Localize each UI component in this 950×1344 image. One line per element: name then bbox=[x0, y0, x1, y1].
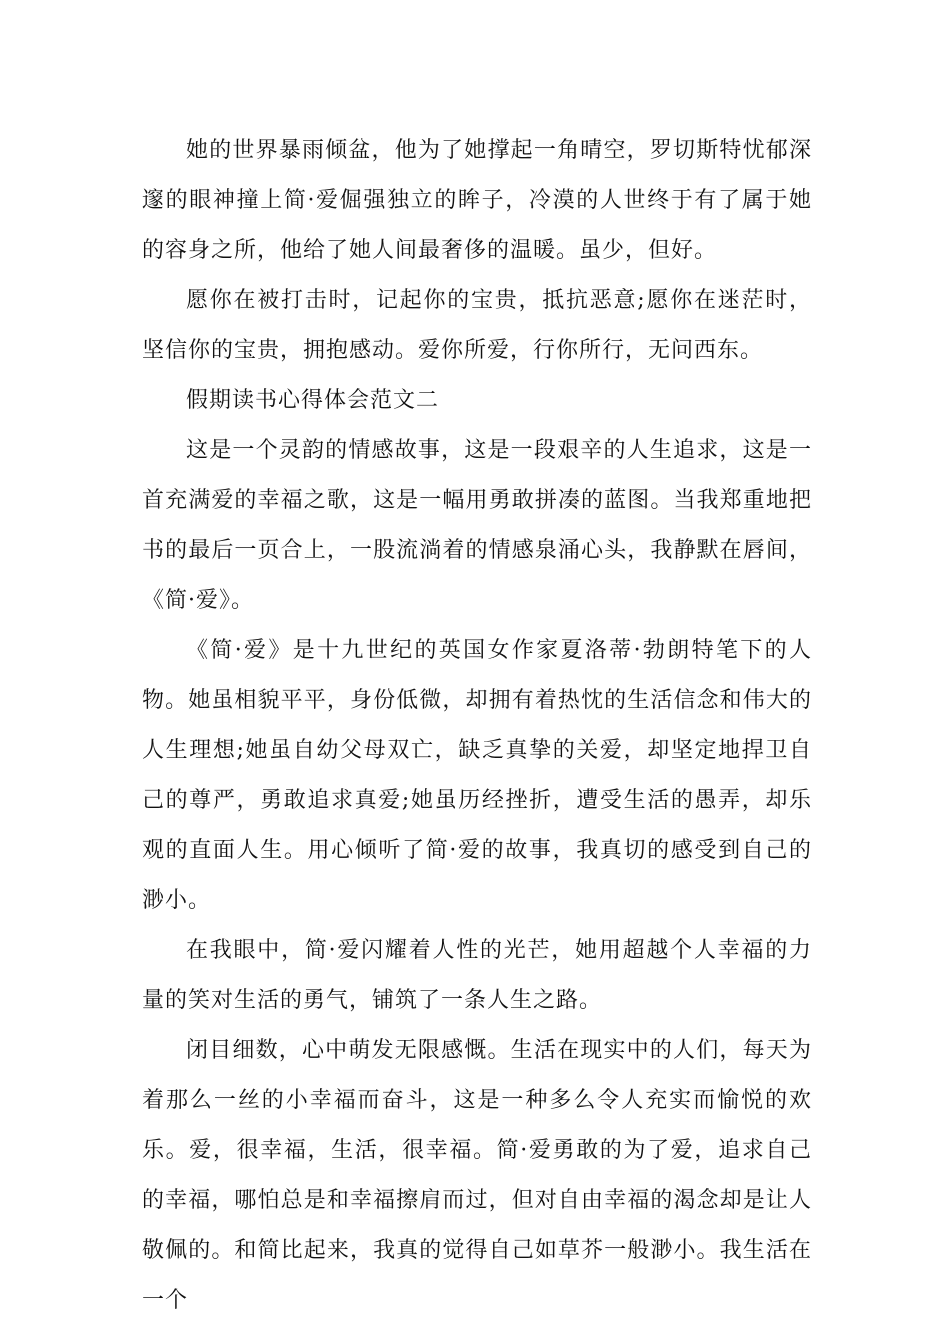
paragraph-3: 这是一个灵韵的情感故事，这是一段艰辛的人生追求，这是一首充满爱的幸福之歌，这是一幅用勇敢拼凑的蓝图。当我郑重地把书的最后一页合上，一股流淌着的情感泉涌心头，我静默在唇间，《简·爱》。 bbox=[142, 438, 812, 613]
paragraph-4: 《简·爱》是十九世纪的英国女作家夏洛蒂·勃朗特笔下的人物。她虽相貌平平，身份低微，却拥有着热忱的生活信念和伟大的人生理想;她虽自幼父母双亡，缺乏真挚的关爱，却坚定地捍卫自己的尊严，勇敢追求真爱;她虽历经挫折，遭受生活的愚弄，却乐观的直面人生。用心倾听了简·爱的故事，我真切的感受到自己的渺小。 bbox=[142, 638, 812, 913]
paragraph-5: 在我眼中，简·爱闪耀着人性的光芒，她用超越个人幸福的力量的笑对生活的勇气，铺筑了一条人生之路。 bbox=[142, 938, 812, 1013]
paragraph-6: 闭目细数，心中萌发无限感慨。生活在现实中的人们，每天为着那么一丝的小幸福而奋斗，这是一种多么令人充实而愉悦的欢乐。爱，很幸福，生活，很幸福。简·爱勇敢的为了爱，追求自己的幸福，哪怕总是和幸福擦肩而过，但对自由幸福的渴念却是让人敬佩的。和简比起来，我真的觉得自己如草芥一般渺小。我生活在一个 bbox=[142, 1038, 812, 1313]
document-body bbox=[142, 126, 812, 1326]
section-heading: 假期读书心得体会范文二 bbox=[186, 388, 440, 413]
paragraph-2: 愿你在被打击时，记起你的宝贵，抵抗恶意;愿你在迷茫时，坚信你的宝贵，拥抱感动。爱你所爱，行你所行，无问西东。 bbox=[142, 288, 812, 363]
paragraph-1: 她的世界暴雨倾盆，他为了她撑起一角晴空，罗切斯特忧郁深邃的眼神撞上简·爱倔强独立的眸子，冷漠的人世终于有了属于她的容身之所，他给了她人间最奢侈的温暖。虽少，但好。 bbox=[142, 138, 812, 263]
